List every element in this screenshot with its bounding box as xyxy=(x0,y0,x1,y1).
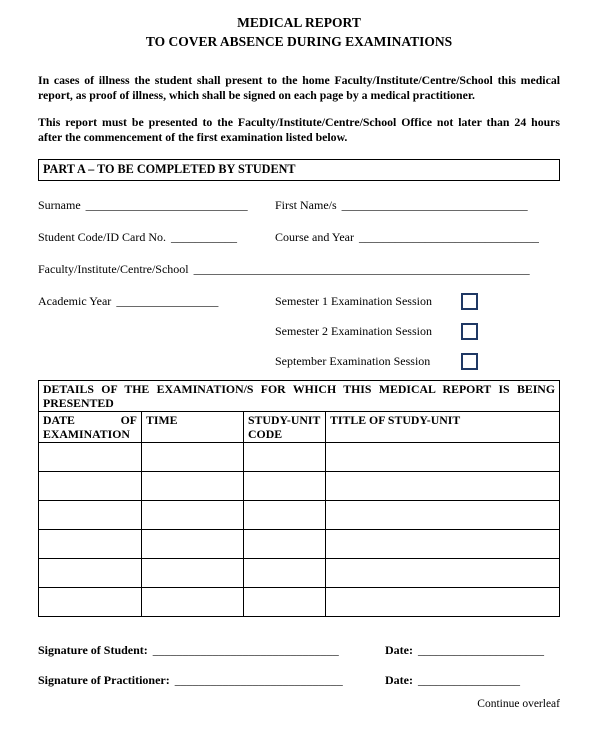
practitioner-date-blank: _________________ xyxy=(417,673,520,688)
exam-table-row xyxy=(39,443,560,472)
exam-cell xyxy=(244,559,326,588)
surname-label: Surname xyxy=(38,197,81,212)
faculty-label: Faculty/Institute/Centre/School xyxy=(38,261,189,276)
continue-overleaf-note: Continue overleaf xyxy=(477,698,560,711)
col-header-time: TIME xyxy=(142,412,244,443)
first-names-field xyxy=(275,197,528,213)
exam-cell xyxy=(326,588,560,617)
faculty-blank: ________________________________________________________ xyxy=(193,261,530,276)
session-label-september: September Examination Session xyxy=(275,354,431,369)
course-year-blank: ______________________________ xyxy=(359,229,539,244)
exam-cell xyxy=(142,501,244,530)
semester-2-session-row xyxy=(38,323,560,340)
exam-cell xyxy=(142,443,244,472)
first-names-label: First Name/s xyxy=(275,197,337,212)
exam-cell xyxy=(39,530,142,559)
semester-1-checkbox[interactable] xyxy=(461,293,478,310)
exam-cell xyxy=(244,530,326,559)
exam-cell xyxy=(142,559,244,588)
intro-paragraph-2: This report must be presented to the Faculty/Institute/Centre/School Office not later than 24 hours after the commencement of the first examination listed below. xyxy=(38,114,560,144)
exam-details-table xyxy=(38,380,560,617)
exam-cell xyxy=(142,472,244,501)
exam-cell xyxy=(142,530,244,559)
first-names-blank: _______________________________ xyxy=(341,197,528,212)
exam-table-row xyxy=(39,559,560,588)
exam-table-row xyxy=(39,501,560,530)
faculty-field xyxy=(38,261,530,277)
september-checkbox[interactable] xyxy=(461,353,478,370)
exam-table-row xyxy=(39,472,560,501)
student-date-blank: _____________________ xyxy=(417,643,544,658)
exam-table-row xyxy=(39,530,560,559)
student-signature-row xyxy=(38,643,560,658)
name-row xyxy=(38,197,560,213)
part-a-header: PART A – TO BE COMPLETED BY STUDENT xyxy=(38,159,560,181)
academic-year-blank: _________________ xyxy=(116,294,219,309)
student-date-label: Date: xyxy=(385,643,413,658)
exam-cell xyxy=(244,588,326,617)
exam-cell xyxy=(39,443,142,472)
code-course-row xyxy=(38,229,560,245)
student-signature-blank: _______________________________ xyxy=(152,643,339,658)
practitioner-date-label: Date: xyxy=(385,673,413,688)
exam-cell xyxy=(244,443,326,472)
exam-table-caption: DETAILS OF THE EXAMINATION/S FOR WHICH THIS MEDICAL REPORT IS BEING PRESENTED xyxy=(39,380,560,411)
student-signature-field xyxy=(38,643,385,658)
practitioner-signature-blank: ____________________________ xyxy=(174,673,343,688)
academic-year-field xyxy=(38,293,275,309)
student-code-field xyxy=(38,229,275,245)
academic-year-session-row xyxy=(38,293,560,310)
intro-paragraph-1: In cases of illness the student shall present to the home Faculty/Institute/Centre/School this medical report, as proof of illness, which shall be signed on each page by a medical practitioner. xyxy=(38,72,560,102)
exam-cell xyxy=(244,472,326,501)
course-year-label: Course and Year xyxy=(275,229,354,244)
session-label-semester-1: Semester 1 Examination Session xyxy=(275,294,432,309)
semester-2-checkbox[interactable] xyxy=(461,323,478,340)
session-label-semester-2: Semester 2 Examination Session xyxy=(275,324,432,339)
surname-field xyxy=(38,197,275,213)
student-signature-label: Signature of Student: xyxy=(38,643,148,658)
course-year-field xyxy=(275,229,539,245)
practitioner-signature-field xyxy=(38,673,385,688)
exam-cell xyxy=(244,501,326,530)
academic-year-label: Academic Year xyxy=(38,294,112,309)
practitioner-signature-row xyxy=(38,673,560,688)
exam-cell xyxy=(142,588,244,617)
exam-cell xyxy=(39,501,142,530)
title-line-1: MEDICAL REPORT xyxy=(237,15,361,30)
exam-cell xyxy=(326,559,560,588)
exam-cell xyxy=(39,559,142,588)
student-code-label: Student Code/ID Card No. xyxy=(38,229,166,244)
title-line-2: TO COVER ABSENCE DURING EXAMINATIONS xyxy=(145,33,453,49)
exam-table-header-row xyxy=(39,412,560,443)
exam-table-caption-row xyxy=(39,380,560,411)
exam-cell xyxy=(39,588,142,617)
exam-cell xyxy=(326,530,560,559)
exam-table-row xyxy=(39,588,560,617)
practitioner-signature-label: Signature of Practitioner: xyxy=(38,673,170,688)
exam-cell xyxy=(326,443,560,472)
col-header-study-unit-code: STUDY-UNIT CODE xyxy=(244,412,326,443)
student-code-blank: ___________ xyxy=(171,229,237,244)
col-header-date-of-examination: DATE OF EXAMINATION xyxy=(39,412,142,443)
surname-blank: ___________________________ xyxy=(85,197,248,212)
col-header-title-of-study-unit: TITLE OF STUDY-UNIT xyxy=(326,412,560,443)
faculty-row xyxy=(38,261,560,277)
exam-cell xyxy=(39,472,142,501)
exam-cell xyxy=(326,501,560,530)
exam-cell xyxy=(326,472,560,501)
page-title xyxy=(38,14,560,52)
september-session-row xyxy=(38,353,560,370)
